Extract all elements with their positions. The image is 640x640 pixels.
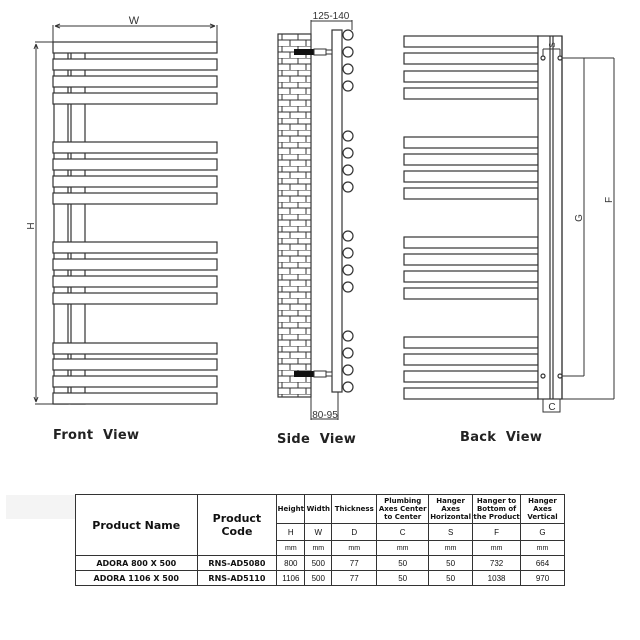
hanger-bottom-label: F — [604, 196, 615, 204]
top-wall-bracket — [294, 49, 332, 55]
back-view-label: Back View — [460, 430, 543, 445]
header-hanger-horizontal: Hanger Axes Horizontal — [429, 495, 473, 524]
header-height: Height — [277, 495, 305, 524]
table-header-row — [76, 495, 565, 524]
symbol-cell: F — [473, 524, 521, 541]
symbol-cell: H — [277, 524, 305, 541]
front-view-drawing — [53, 42, 217, 404]
value-cell: 500 — [305, 571, 332, 586]
back-bars — [404, 36, 538, 399]
unit-cell: mm — [429, 541, 473, 556]
header-hanger-vertical: Hanger Axes Vertical — [521, 495, 565, 524]
brick-wall — [278, 34, 311, 397]
unit-cell: mm — [305, 541, 332, 556]
table-row — [76, 556, 565, 571]
front-view-label: Front View — [53, 428, 140, 443]
unit-cell: mm — [521, 541, 565, 556]
depth-top-label: 125-140 — [312, 11, 350, 22]
product-name-cell: ADORA 1106 X 500 — [76, 571, 198, 586]
value-cell: 50 — [377, 556, 429, 571]
radiator-column — [332, 30, 342, 392]
depth-bottom-label: 80-95 — [312, 410, 338, 421]
value-cell: 664 — [521, 556, 565, 571]
back-view-drawing — [404, 36, 562, 399]
width-dimension-label: W — [128, 15, 140, 27]
header-plumbing-axes: Plumbing Axes Center to Center — [377, 495, 429, 524]
header-product-code: Product Code — [197, 495, 277, 556]
table-row — [76, 571, 565, 586]
bottom-wall-bracket — [294, 371, 332, 377]
side-view-drawing — [278, 11, 353, 421]
value-cell: 732 — [473, 556, 521, 571]
side-view-label: Side View — [277, 432, 357, 447]
symbol-cell: S — [429, 524, 473, 541]
hanger-vertical-label: G — [574, 214, 585, 222]
product-name-cell: ADORA 800 X 500 — [76, 556, 198, 571]
unit-cell: mm — [377, 541, 429, 556]
value-cell: 1106 — [277, 571, 305, 586]
value-cell: 800 — [277, 556, 305, 571]
value-cell: 77 — [332, 556, 377, 571]
product-code-cell: RNS-AD5110 — [197, 571, 277, 586]
unit-cell: mm — [332, 541, 377, 556]
value-cell: 50 — [377, 571, 429, 586]
value-cell: 500 — [305, 556, 332, 571]
value-cell: 77 — [332, 571, 377, 586]
plumbing-center-label: C — [548, 402, 556, 413]
value-cell: 50 — [429, 571, 473, 586]
value-cell: 50 — [429, 556, 473, 571]
unit-cell: mm — [277, 541, 305, 556]
background-block — [6, 495, 76, 519]
header-product-name: Product Name — [76, 495, 198, 556]
symbol-cell: G — [521, 524, 565, 541]
header-width: Width — [305, 495, 332, 524]
value-cell: 970 — [521, 571, 565, 586]
symbol-cell: D — [332, 524, 377, 541]
unit-cell: mm — [473, 541, 521, 556]
symbol-cell: W — [305, 524, 332, 541]
product-code-cell: RNS-AD5080 — [197, 556, 277, 571]
hanger-horizontal-label: S — [548, 42, 557, 48]
symbol-cell: C — [377, 524, 429, 541]
height-dimension-label: H — [26, 222, 37, 230]
header-thickness: Thickness — [332, 495, 377, 524]
side-bar-profiles — [343, 30, 353, 392]
spec-table — [75, 494, 565, 586]
value-cell: 1038 — [473, 571, 521, 586]
header-hanger-bottom: Hanger to Bottom of the Product — [473, 495, 521, 524]
